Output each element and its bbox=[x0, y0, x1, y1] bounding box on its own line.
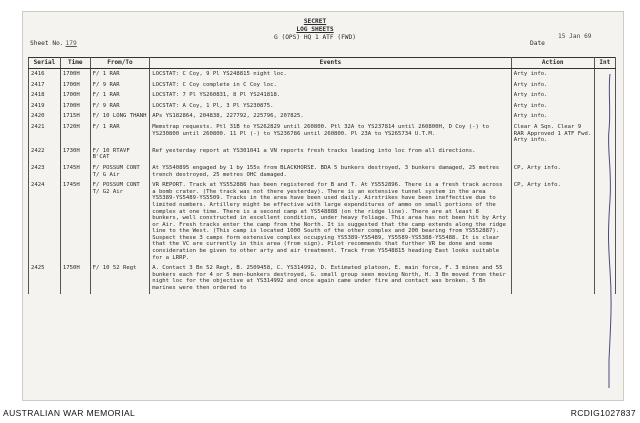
events-cell: A. Contact 3 Bn 52 Regt, B. 2509458, C. YS314992, D. Estimated platoon, E. main force, F. 3 mines and 55 bunkers each for 4 or 5 men-bunkers destroyed, G. small group seen moving North, H. 3 Bn moved from their night loc for the objective at YS314992 and once again came under fire and contact was broken. 5 Bn marines were then ordered to bbox=[150, 263, 512, 293]
from-to-cell: F/ 1 RAR bbox=[90, 122, 150, 146]
serial-cell: 2425 bbox=[29, 263, 61, 293]
sheet-number bbox=[30, 40, 77, 47]
sheet-number-label: Sheet No. bbox=[30, 40, 64, 47]
time-cell: 1750H bbox=[60, 263, 90, 293]
column-header-from-to: From/To bbox=[90, 58, 150, 69]
serial-cell: 2423 bbox=[29, 163, 61, 180]
from-to-cell: F/ 10 LONG THANH bbox=[90, 111, 150, 122]
table-row bbox=[29, 163, 616, 180]
column-header-action: Action bbox=[511, 58, 594, 69]
events-cell: LOCSTAT: C Coy complete in C Coy loc. bbox=[150, 80, 512, 91]
time-cell: 1720H bbox=[60, 122, 90, 146]
record-id: RCDIG1027837 bbox=[570, 408, 636, 418]
table-row bbox=[29, 146, 616, 163]
table-row bbox=[29, 122, 616, 146]
events-cell: Memstrap requests. Ptl 31B to YS262829 until 260800. Ptl 32A to YS237814 until 260800H, D Coy (-) to YS230800 until 260800. 11 Pl (-) to YS236786 until 260800. Pl 23A to YS265734 U.T.M. bbox=[150, 122, 512, 146]
action-cell bbox=[511, 146, 594, 163]
archive-credit: AUSTRALIAN WAR MEMORIAL bbox=[3, 408, 136, 418]
tally-mark-line bbox=[604, 70, 614, 390]
action-cell: Clear A Sqn. Clear 9 RAR Approved 1 ATF Fwd. Arty info. bbox=[511, 122, 594, 146]
column-header-time: Time bbox=[60, 58, 90, 69]
serial-cell: 2419 bbox=[29, 101, 61, 112]
log-title: LOG SHEETS bbox=[296, 26, 334, 33]
serial-cell: 2424 bbox=[29, 180, 61, 263]
from-to-cell: F/ 10 RTAVF B'CAT bbox=[90, 146, 150, 163]
action-cell: CP, Arty info. bbox=[511, 163, 594, 180]
log-table bbox=[28, 57, 616, 294]
time-cell: 1700H bbox=[60, 69, 90, 80]
action-cell: Arty info. bbox=[511, 69, 594, 80]
from-to-cell: F/ POSSUM CONT T/ G Air bbox=[90, 163, 150, 180]
time-cell: 1700H bbox=[60, 90, 90, 101]
sheet-number-value: 179 bbox=[65, 40, 77, 47]
events-cell: At YS540895 engaged by 1 by 155s from BLACKHORSE. BDA 5 bunkers destroyed, 3 bunkers damaged, 25 metres trench destroyed, 25 metres OHC damaged. bbox=[150, 163, 512, 180]
table-row bbox=[29, 90, 616, 101]
table-row bbox=[29, 80, 616, 91]
serial-cell: 2421 bbox=[29, 122, 61, 146]
action-cell: Arty info. bbox=[511, 90, 594, 101]
unit-heading: G (OPS) HQ 1 ATF (FWD) bbox=[274, 34, 356, 41]
from-to-cell: F/ 9 RAR bbox=[90, 80, 150, 91]
from-to-cell: F/ 10 52 Regt bbox=[90, 263, 150, 293]
date-label: Date bbox=[530, 40, 545, 47]
table-row bbox=[29, 101, 616, 112]
date-value: 15 Jan 69 bbox=[558, 33, 592, 40]
time-cell: 1745H bbox=[60, 163, 90, 180]
time-cell: 1700H bbox=[60, 101, 90, 112]
table-row bbox=[29, 69, 616, 80]
action-cell: Arty info. bbox=[511, 111, 594, 122]
events-cell: LOCSTAT: A Coy, 1 Pl, 3 Pl YS230875. bbox=[150, 101, 512, 112]
table-row bbox=[29, 111, 616, 122]
from-to-cell: F/ POSSUM CONT T/ G2 Air bbox=[90, 180, 150, 263]
action-cell: CP, Arty info. bbox=[511, 180, 594, 263]
column-header-int: Int bbox=[594, 58, 615, 69]
time-cell: 1715H bbox=[60, 111, 90, 122]
serial-cell: 2418 bbox=[29, 90, 61, 101]
serial-cell: 2422 bbox=[29, 146, 61, 163]
column-header-serial: Serial bbox=[29, 58, 61, 69]
action-cell bbox=[511, 263, 594, 293]
table-row bbox=[29, 180, 616, 263]
classification-heading: SECRET bbox=[303, 18, 327, 25]
serial-cell: 2417 bbox=[29, 80, 61, 91]
action-cell: Arty info. bbox=[511, 101, 594, 112]
from-to-cell: F/ 1 RAR bbox=[90, 69, 150, 80]
log-rows bbox=[29, 69, 616, 294]
action-cell: Arty info. bbox=[511, 80, 594, 91]
serial-cell: 2420 bbox=[29, 111, 61, 122]
events-cell: LOCSTAT: C Coy, 9 Pl YS248815 night loc. bbox=[150, 69, 512, 80]
table-header-row bbox=[29, 58, 616, 69]
time-cell: 1745H bbox=[60, 180, 90, 263]
from-to-cell: F/ 9 RAR bbox=[90, 101, 150, 112]
table-row bbox=[29, 263, 616, 293]
time-cell: 1730H bbox=[60, 146, 90, 163]
events-cell: APs YS182864, 204838, 227792, 225796, 207825. bbox=[150, 111, 512, 122]
serial-cell: 2416 bbox=[29, 69, 61, 80]
time-cell: 1700H bbox=[60, 80, 90, 91]
from-to-cell: F/ 1 RAR bbox=[90, 90, 150, 101]
column-header-events: Events bbox=[150, 58, 512, 69]
events-cell: LOCSTAT: 7 Pl YS260831, 8 Pl YS241818. bbox=[150, 90, 512, 101]
events-cell: VR REPORT. Track at YS552886 has been registered for B and T. At YS552896. There is a fresh track across a bomb crater. (The track was not there yesterday). There is an extensive tunnel system in the area YS5389-YS5489-YS5509. Tracks in the area have been used daily. Airstrikes have been ineffective due to limited numbers. Artillery might be effective with large expenditures of ammo on small portions of the complex at one time. There is a second camp at YS548888 (on the ridge line). There are at least 8 bunkers, well constructed in excellent condition, under heavy foliage. This area has not been hit by Arty or Air. Fresh tracks enter the camp from the North. It is suggested that the camp extends along the ridge line to the West. (This camp is located 1000 South of the other complex and 200 bearing from YS552887). Suspect these 3 camps form extensive complex occupying YS5389-YS5489, YS5589-YS5388-YS5488. It is clear that the VC are currently in this area (from sign). Pilot recommends that further VR be done and some consideration be given to other arty and air treatment. Track from YS548815 heading East looks suitable for a LRRP. bbox=[150, 180, 512, 263]
events-cell: Ref yesterday report at YS301041 a VN reports fresh tracks leading into loc from all directions. bbox=[150, 146, 512, 163]
